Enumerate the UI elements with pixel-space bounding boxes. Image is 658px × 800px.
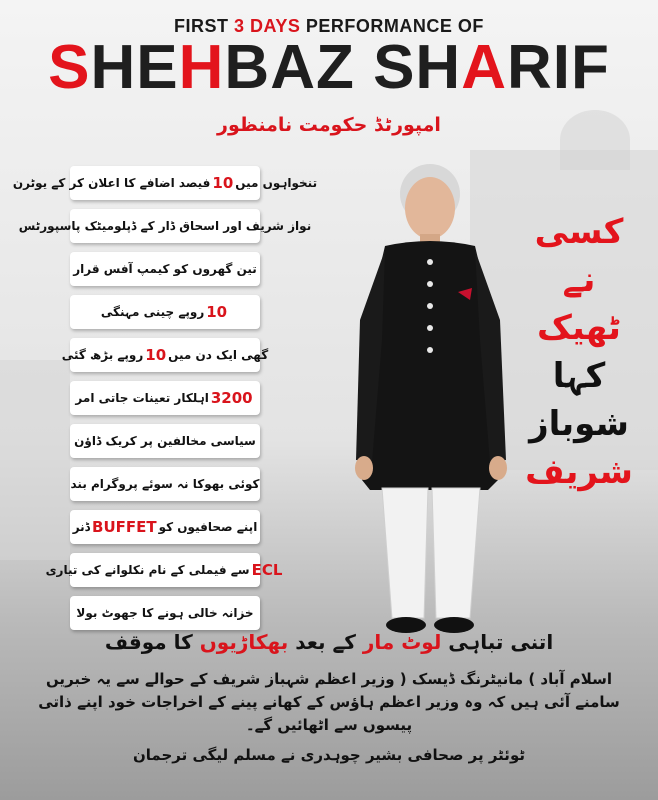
list-item-1: تنخواہوں میں 10 فیصد اضافے کا اعلان کر کے یوٹرن — [70, 166, 260, 200]
background-building-left — [0, 360, 70, 560]
list-item-3: تین گھروں کو کیمپ آفس قرار — [70, 252, 260, 286]
subtitle-urdu: امپورٹڈ حکومت نامنظور — [217, 114, 441, 136]
slogan-line-1: کسی — [534, 212, 624, 252]
button-3 — [427, 303, 433, 309]
header-pre: FIRST — [174, 16, 235, 36]
list-item-7: سیاسی مخالفین پر کریک ڈاؤن — [70, 424, 260, 458]
button-4 — [427, 325, 433, 331]
left-trouser — [382, 488, 428, 618]
footer-heading: اتنی تباہی لوٹ مار کے بعد بھکاڑیوں کا موقف — [104, 630, 554, 654]
main-title: SHEHBAZ SHARIF — [48, 33, 610, 102]
list-item-5: گھی ایک دن میں 10 روپے بڑھ گئی — [70, 338, 260, 372]
slogan-line-2: نے — [562, 260, 596, 300]
header-post: PERFORMANCE OF — [300, 16, 484, 36]
list-item-8: کوئی بھوکا نہ سوئے پروگرام بند — [70, 467, 260, 501]
button-2 — [427, 281, 433, 287]
list-item-6: 3200 اہلکار تعینات جاتی امر — [70, 381, 260, 415]
list-item-4: 10 روپے چینی مہنگی — [70, 295, 260, 329]
footer-body: اسلام آباد ) مانیٹرنگ ڈیسک ( وزیر اعظم شہباز شریف کے حوالے سے یہ خبریں سامنے آئی ہیں کہ وہ وزیر اعظم ہاؤس کے کھانے پینے کے اخراجات خود اپنے ذاتی پیسوں سے اٹھائیں گے۔ — [38, 670, 620, 734]
header-highlight: 3 DAYS — [234, 16, 301, 36]
right-hand — [489, 456, 507, 480]
left-hand — [355, 456, 373, 480]
face — [405, 177, 455, 239]
slogan-line-3: ٹھیک — [537, 308, 621, 348]
slogan-line-4: کہا — [552, 356, 606, 396]
footer-note: ٹوئٹر پر صحافی بشیر چوہدری نے مسلم لیگی ترجمان — [133, 746, 525, 764]
list-item-2: نواز شریف اور اسحاق ڈار کے ڈپلومیٹک پاسپورٹس — [70, 209, 260, 243]
list-item-9: اپنے صحافیوں کو BUFFET ڈنر — [70, 510, 260, 544]
slogan-line-6: شریف — [525, 452, 633, 492]
right-trouser — [432, 488, 480, 618]
list-item-11: خزانہ خالی ہونے کا جھوٹ بولا — [70, 596, 260, 630]
button-1 — [427, 259, 433, 265]
person-figure — [330, 160, 530, 640]
right-slogan — [520, 208, 638, 496]
list-item-10: ECL سے فیملی کے نام نکلوانے کی تیاری — [70, 553, 260, 587]
button-5 — [427, 347, 433, 353]
slogan-line-5: شوباز — [529, 404, 629, 444]
